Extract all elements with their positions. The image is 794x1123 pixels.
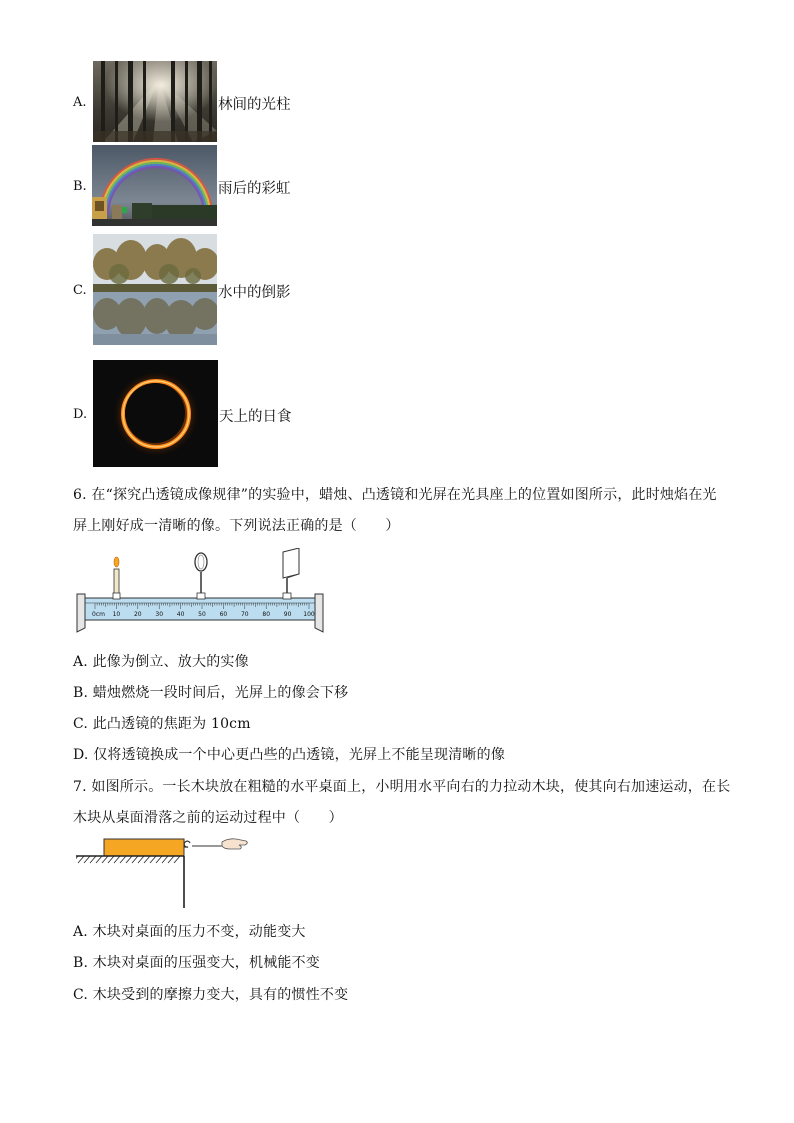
table-hatch <box>90 856 96 863</box>
bench-label: 70 <box>240 611 249 618</box>
option-caption: 水中的倒影 <box>218 285 291 301</box>
q6-option-c: C. 此凸透镜的焦距为 10cm <box>73 716 251 732</box>
table-hatch <box>76 856 78 863</box>
q6-option-a: A. 此像为倒立、放大的实像 <box>73 654 249 670</box>
table-hatch <box>84 856 90 863</box>
table-hatch <box>162 856 168 863</box>
bench-label: 20 <box>133 611 142 618</box>
bench-label: 80 <box>262 611 271 618</box>
bench-label: 30 <box>155 611 164 618</box>
block-on-table-figure <box>76 836 248 908</box>
q7-option-b: B. 木块对桌面的压强变大，机械能不变 <box>73 955 320 971</box>
table-hatch <box>102 856 108 863</box>
q7-stem-line-2: 木块从桌面滑落之前的运动过程中（ ） <box>73 810 343 826</box>
table-hatch <box>120 856 126 863</box>
q6-option-d: D. 仅将透镜换成一个中心更凸些的凸透镜，光屏上不能呈现清晰的像 <box>73 747 506 763</box>
optical-bench-figure <box>73 548 335 636</box>
bench-label: 10 <box>112 611 121 618</box>
table-hatch <box>96 856 102 863</box>
q7-stem-line-1: 7. 如图所示。一长木块放在粗糙的水平桌面上，小明用水平向右的力拉动木块，使其向右加速运动，在长 <box>73 779 731 795</box>
table-hatch <box>108 856 114 863</box>
table-hatch <box>126 856 132 863</box>
rainbow-after-rain-photo <box>92 145 217 226</box>
option-letter: A. <box>73 95 87 110</box>
q6-stem-line-2: 屏上刚好成一清晰的像。下列说法正确的是（ ） <box>73 518 400 534</box>
table-hatch <box>156 856 162 863</box>
option-letter: B. <box>73 179 87 194</box>
q7-option-a: A. 木块对桌面的压力不变，动能变大 <box>73 924 306 940</box>
option-caption: 林间的光柱 <box>218 97 291 113</box>
q6-option-b: B. 蜡烛燃烧一段时间后，光屏上的像会下移 <box>73 685 349 701</box>
forest-light-beams-photo <box>93 61 217 142</box>
q7-option-c: C. 木块受到的摩擦力变大，具有的惯性不变 <box>73 987 349 1003</box>
table-hatch <box>150 856 156 863</box>
option-caption: 雨后的彩虹 <box>218 181 291 197</box>
bench-label: 100 <box>303 611 315 618</box>
option-letter: C. <box>73 283 87 298</box>
bench-label: 60 <box>219 611 228 618</box>
table-hatch <box>168 856 174 863</box>
table-hatch <box>78 856 84 863</box>
bench-label: 50 <box>198 611 206 618</box>
option-letter: D. <box>73 407 88 422</box>
table-hatch <box>132 856 138 863</box>
table-hatch <box>138 856 144 863</box>
bench-label: 40 <box>176 611 185 618</box>
q6-stem-line-1: 6. 在“探究凸透镜成像规律”的实验中，蜡烛、凸透镜和光屏在光具座上的位置如图所示，此时烛焰在光 <box>73 487 717 503</box>
bench-label: 90 <box>283 611 292 618</box>
bench-label: 0cm <box>92 611 105 618</box>
table-hatch <box>144 856 150 863</box>
table-hatch <box>114 856 120 863</box>
option-caption: 天上的日食 <box>219 409 292 425</box>
table-hatch <box>174 856 180 863</box>
reflection-in-water-photo <box>93 234 217 345</box>
solar-eclipse-photo <box>93 360 218 467</box>
